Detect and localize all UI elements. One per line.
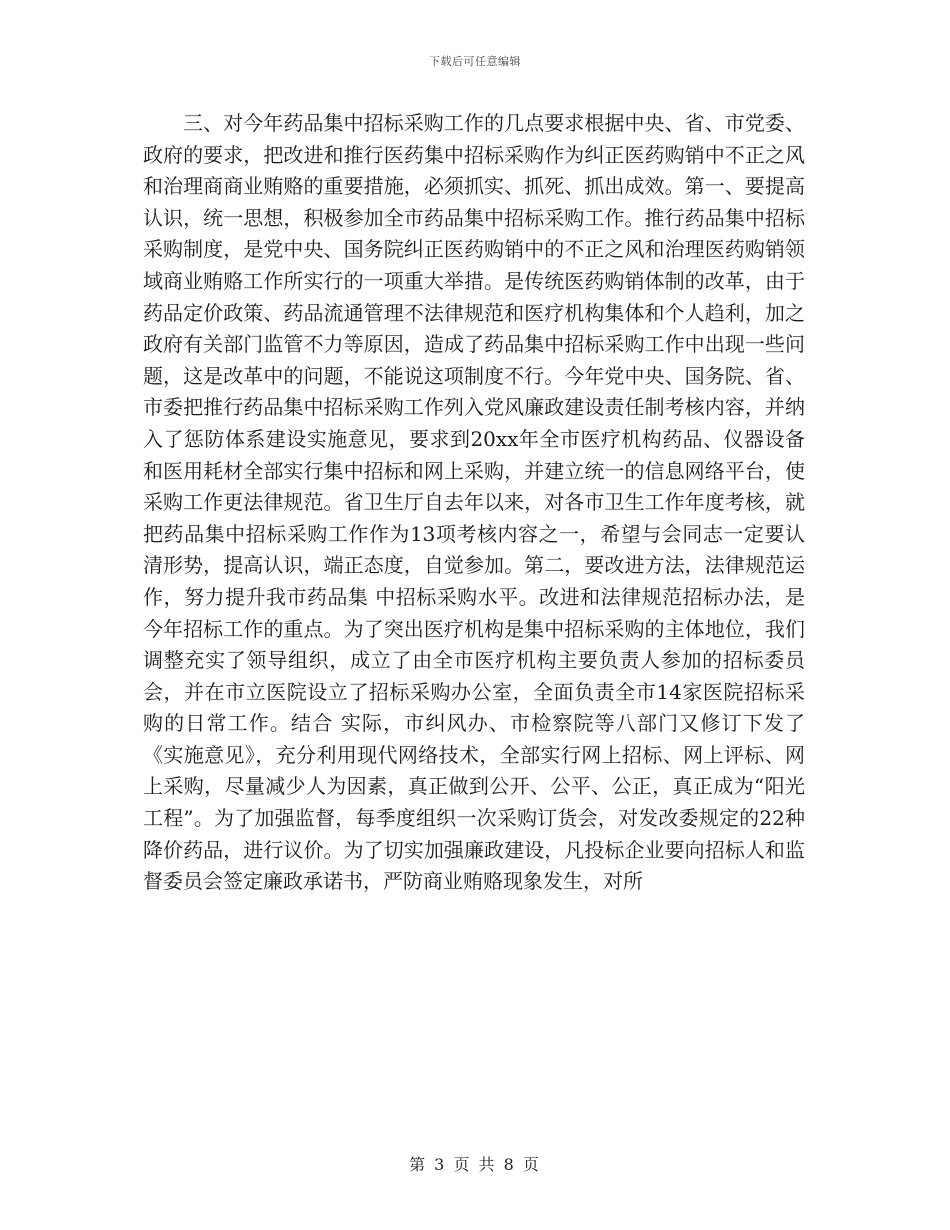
body-paragraph: 三、对今年药品集中招标采购工作的几点要求根据中央、省、市党委、政府的要求，把改进和推行医药集中招标采购作为纠正医药购销中不正之风和治理商商业贿赂的重要措施，必须抓实、抓死、抓出成效。第一、要提高认识，统一思想，积极参加全市药品集中招标采购工作。推行药品集中招标采购制度，是党中央、国务院纠正医药购销中的不正之风和治理医药购销领域商业贿赂工作所实行的一项重大举措。是传统医药购销体制的改革，由于药品定价政策、药品流通管理不法律规范和医疗机构集体和个人趋利，加之政府有关部门监管不力等原因，造成了药品集中招标采购工作中出现一些问题，这是改革中的问题，不能说这项制度不行。今年党中央、国务院、省、市委把推行药品集中招标采购工作列入党风廉政建设责任制考核内容，并纳入了惩防体系建设实施意见，要求到20xx年全市医疗机构药品、仪器设备和医用耗材全部实行集中招标和网上采购，并建立统一的信息网络平台，使采购工作更法律规范。省卫生厅自去年以来，对各市卫生工作年度考核，就把药品集中招标采购工作作为13项考核内容之一，希望与会同志一定要认清形势，提高认识，端正态度，自觉参加。第二，要改进方法，法律规范运作，努力提升我市药品集 中招标采购水平。改进和法律规范招标办法，是今年招标工作的重点。为了突出医疗机构是集中招标采购的主体地位，我们调整充实了领导组织，成立了由全市医疗机构主要负责人参加的招标委员会，并在市立医院设立了招标采购办公室，全面负责全市14家医院招标采购的日常工作。结合 实际，市纠风办、市检察院等八部门又修订下发了《实施意见》，充分利用现代网络技术，全部实行网上招标、网上评标、网上采购，尽量减少人为因素，真正做到公开、公平、公正，真正成为“阳光工程”。为了加强监督，每季度组织一次采购订货会，对发改委规定的22种降价药品，进行议价。为了切实加强廉政建设，凡投标企业要向招标人和监督委员会签定廉政承诺书，严防商业贿赂现象发生，对所 — [143, 111, 805, 894]
document-body — [143, 108, 805, 898]
page-header: 下载后可任意编辑 — [429, 55, 521, 68]
page-number: 第 3 页 共 8 页 — [409, 1155, 541, 1174]
